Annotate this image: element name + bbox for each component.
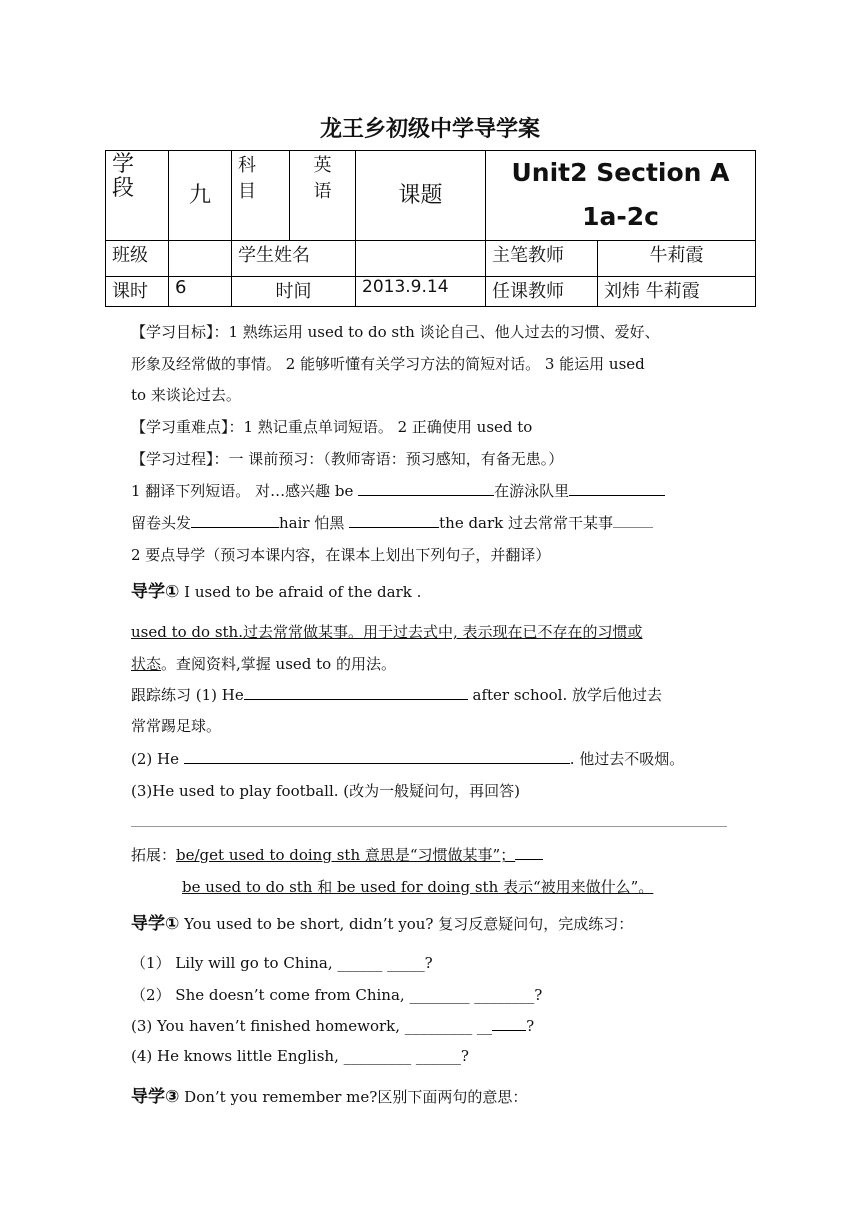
question-3 bbox=[131, 1015, 534, 1035]
lesson-title-line2: 1a-2c bbox=[582, 202, 659, 231]
question-1: （1） Lily will go to China, ______ _____? bbox=[131, 954, 433, 972]
kemu-value: 英语 bbox=[290, 151, 356, 241]
translate-line-2 bbox=[131, 512, 653, 533]
xingming-label: 学生姓名 bbox=[232, 241, 356, 277]
exercise-1-cont: 常常踢足球。 bbox=[131, 717, 222, 735]
blank-question-3[interactable] bbox=[492, 1015, 526, 1031]
renke-value: 刘炜 牛莉霞 bbox=[598, 277, 756, 307]
exercise-2-prompt: (2) He bbox=[131, 750, 184, 768]
header-table bbox=[105, 150, 756, 307]
exercise-2-rest: . 他过去不吸烟。 bbox=[569, 750, 685, 768]
guide-2 bbox=[131, 909, 633, 934]
exercise-1-rest: after school. 放学后他过去 bbox=[467, 686, 663, 704]
extension-2: be used to do sth 和 be used for doing sth 表示“被用来做什么”。 bbox=[182, 878, 654, 896]
note-line-2 bbox=[131, 653, 396, 674]
extension-1 bbox=[131, 844, 543, 865]
page-title: 龙王乡初级中学导学案 bbox=[319, 117, 540, 142]
question-4: (4) He knows little English, _________ ______? bbox=[131, 1047, 469, 1065]
xueduan-value: 九 bbox=[169, 151, 232, 241]
blank-afraid[interactable] bbox=[349, 512, 439, 528]
process-heading: 【学习过程】：一 课前预习：（教师寄语：预习感知，有备无患。） bbox=[131, 450, 564, 468]
keti-label: 课题 bbox=[356, 151, 486, 241]
translate-prompt: 1 翻译下列短语。 对…感兴趣 be bbox=[131, 482, 359, 500]
translate-used-to: the dark 过去常常干某事 bbox=[439, 514, 614, 532]
guide-intro: 2 要点导学（预习本课内容，在课本上划出下列句子，并翻译） bbox=[131, 546, 551, 564]
lesson-title bbox=[486, 151, 756, 241]
guide-3 bbox=[131, 1082, 527, 1107]
blank-exercise-1[interactable] bbox=[244, 684, 468, 700]
extension-label: 拓展： bbox=[131, 846, 177, 864]
exercise-1 bbox=[131, 684, 662, 705]
guide-2-label: 导学① bbox=[131, 914, 180, 934]
answer-line[interactable] bbox=[131, 826, 727, 827]
kemu-label: 科目 bbox=[232, 151, 290, 241]
shijian-value: 2013.9.14 bbox=[356, 277, 486, 307]
key-points: 【学习重难点】：1 熟记重点单词短语。 2 正确使用 used to bbox=[131, 418, 533, 436]
translate-afraid-dark: hair 怕黑 bbox=[279, 514, 350, 532]
exercise-3: (3)He used to play football. (改为一般疑问句，再回答) bbox=[131, 782, 521, 800]
guide-1 bbox=[131, 577, 421, 602]
blank-curly-hair[interactable] bbox=[191, 512, 279, 528]
note-state: 状态 bbox=[131, 655, 162, 673]
extension-underline bbox=[515, 844, 543, 860]
translate-line-1 bbox=[131, 480, 665, 501]
guide-1-sentence: I used to be afraid of the dark . bbox=[179, 583, 422, 601]
goal-line-3: to 来谈论过去。 bbox=[131, 386, 241, 404]
goal-line-2: 形象及经常做的事情。 2 能够听懂有关学习方法的简短对话。 3 能运用 used bbox=[131, 355, 645, 373]
zhubi-value: 牛莉霞 bbox=[598, 241, 756, 277]
banji-value bbox=[169, 241, 232, 277]
lesson-title-line1: Unit2 Section A bbox=[511, 158, 730, 187]
note-line-1: used to do sth.过去常常做某事。用于过去式中, 表示现在已不存在的习惯或 bbox=[131, 623, 643, 641]
blank-used-to[interactable] bbox=[613, 512, 653, 528]
blank-exercise-2[interactable] bbox=[184, 748, 570, 764]
exercise-1-prompt: 跟踪练习 (1) He bbox=[131, 686, 244, 704]
translate-curly-hair: 留卷头发 bbox=[131, 514, 192, 532]
banji-label: 班级 bbox=[106, 241, 169, 277]
question-3-text: (3) You haven’t finished homework, _________ __ bbox=[131, 1017, 493, 1035]
guide-3-sentence: Don’t you remember me?区别下面两句的意思： bbox=[179, 1088, 528, 1106]
translate-swim-team: 在游泳队里 bbox=[494, 482, 570, 500]
shijian-label: 时间 bbox=[232, 277, 356, 307]
extension-text-1: be/get used to doing sth 意思是“习惯做某事”； bbox=[176, 846, 516, 864]
xingming-value bbox=[356, 241, 486, 277]
question-2: （2） She doesn’t come from China, ________ ________? bbox=[131, 986, 543, 1004]
keshi-label: 课时 bbox=[106, 277, 169, 307]
renke-label: 任课教师 bbox=[486, 277, 598, 307]
blank-swim-team[interactable] bbox=[569, 480, 665, 496]
blank-interested[interactable] bbox=[358, 480, 494, 496]
xueduan-label: 学段 bbox=[106, 151, 169, 241]
note-rest: 。查阅资料,掌握 used to 的用法。 bbox=[161, 655, 396, 673]
guide-3-label: 导学③ bbox=[131, 1087, 180, 1107]
question-3-end: ? bbox=[526, 1017, 535, 1035]
keshi-value: 6 bbox=[169, 277, 232, 307]
guide-2-sentence: You used to be short, didn’t you? 复习反意疑问句，完成练习： bbox=[179, 915, 634, 933]
guide-1-label: 导学① bbox=[131, 582, 180, 602]
zhubi-label: 主笔教师 bbox=[486, 241, 598, 277]
goal-line-1: 【学习目标】：1 熟练运用 used to do sth 谈论自己、他人过去的习惯、爱好、 bbox=[131, 323, 660, 341]
exercise-2 bbox=[131, 748, 684, 769]
